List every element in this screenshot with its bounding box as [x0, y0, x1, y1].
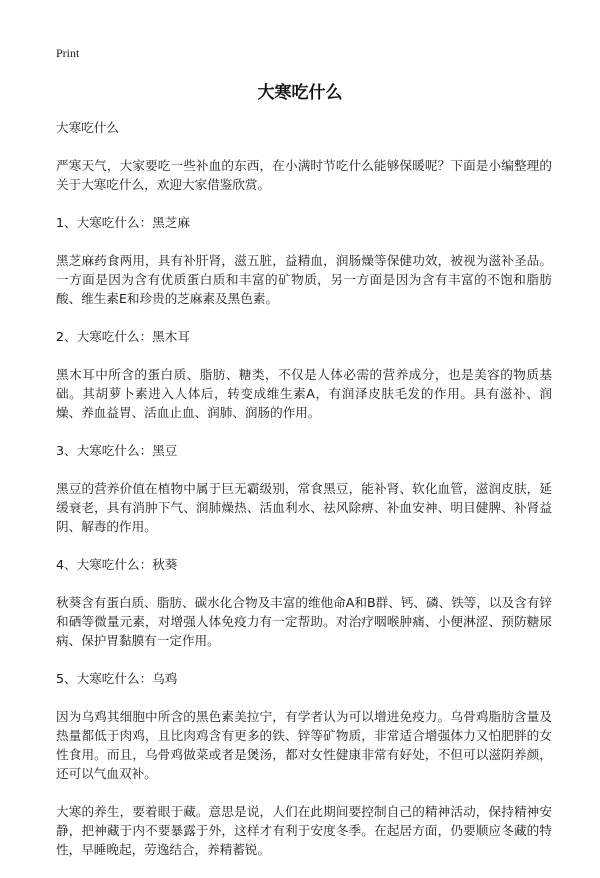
section-body-3: 黑豆的营养价值在植物中属于巨无霸级别，常食黑豆，能补肾、软化血管，滋润皮肤，延缓衰老，具有消肿下气、润肺燥热、活血利水、祛风除痹、补血安神、明目健脾、补肾益阴、解毒的作用。	[56, 481, 552, 534]
section-heading-3: 3、大寒吃什么：黑豆	[56, 443, 178, 458]
article-subtitle: 大寒吃什么	[56, 120, 119, 135]
section-heading-5: 5、大寒吃什么：乌鸡	[56, 671, 178, 686]
closing-paragraph: 大寒的养生，要着眼于藏。意思是说，人们在此期间要控制自己的精神活动，保持精神安静，把神藏于内不要暴露于外，这样才有利于安度冬季。在起居方面，仍要顺应冬藏的特性，早睡晚起，劳逸结合，养精蓄锐。	[56, 804, 552, 857]
section-heading-1: 1、大寒吃什么：黑芝麻	[56, 215, 190, 230]
section-body-4: 秋葵含有蛋白质、脂肪、碳水化合物及丰富的维他命A和B群、钙、磷、铁等，以及含有锌和硒等微量元素，对增强人体免疫力有一定帮助。对治疗咽喉肿痛、小便淋涩、预防糖尿病、保护胃黏膜有一定作用。	[56, 595, 552, 648]
section-body-1: 黑芝麻药食两用，具有补肝肾，滋五脏，益精血，润肠燥等保健功效，被视为滋补圣品。一方面是因为含有优质蛋白质和丰富的矿物质，另一方面是因为含有丰富的不饱和脂肪酸、维生素E和珍贵的芝麻素及黑色素。	[56, 253, 552, 306]
section-heading-4: 4、大寒吃什么：秋葵	[56, 557, 178, 572]
section-heading-2: 2、大寒吃什么：黑木耳	[56, 329, 190, 344]
intro-paragraph: 严寒天气，大家要吃一些补血的东西，在小满时节吃什么能够保暖呢？下面是小编整理的关于大寒吃什么，欢迎大家借鉴欣赏。	[56, 158, 552, 192]
article-body	[56, 118, 552, 878]
section-body-2: 黑木耳中所含的蛋白质、脂肪、糖类，不仅是人体必需的营养成分，也是美容的物质基础。其胡萝卜素进入人体后，转变成维生素A，有润泽皮肤毛发的作用。具有滋补、润燥、养血益胃、活血止血、润肺、润肠的作用。	[56, 367, 552, 420]
page-title: 大寒吃什么	[257, 83, 343, 103]
section-body-5: 因为乌鸡其细胞中所含的黑色素美拉宁，有学者认为可以增进免疫力。乌骨鸡脂肪含量及热量都低于肉鸡，且比肉鸡含有更多的铁、锌等矿物质，非常适合增强体力又怕肥胖的女性食用。而且，乌骨鸡做菜或者是煲汤，都对女性健康非常有好处，不但可以滋阴养颜，还可以气血双补。	[56, 709, 552, 781]
print-label: Print	[56, 46, 80, 60]
